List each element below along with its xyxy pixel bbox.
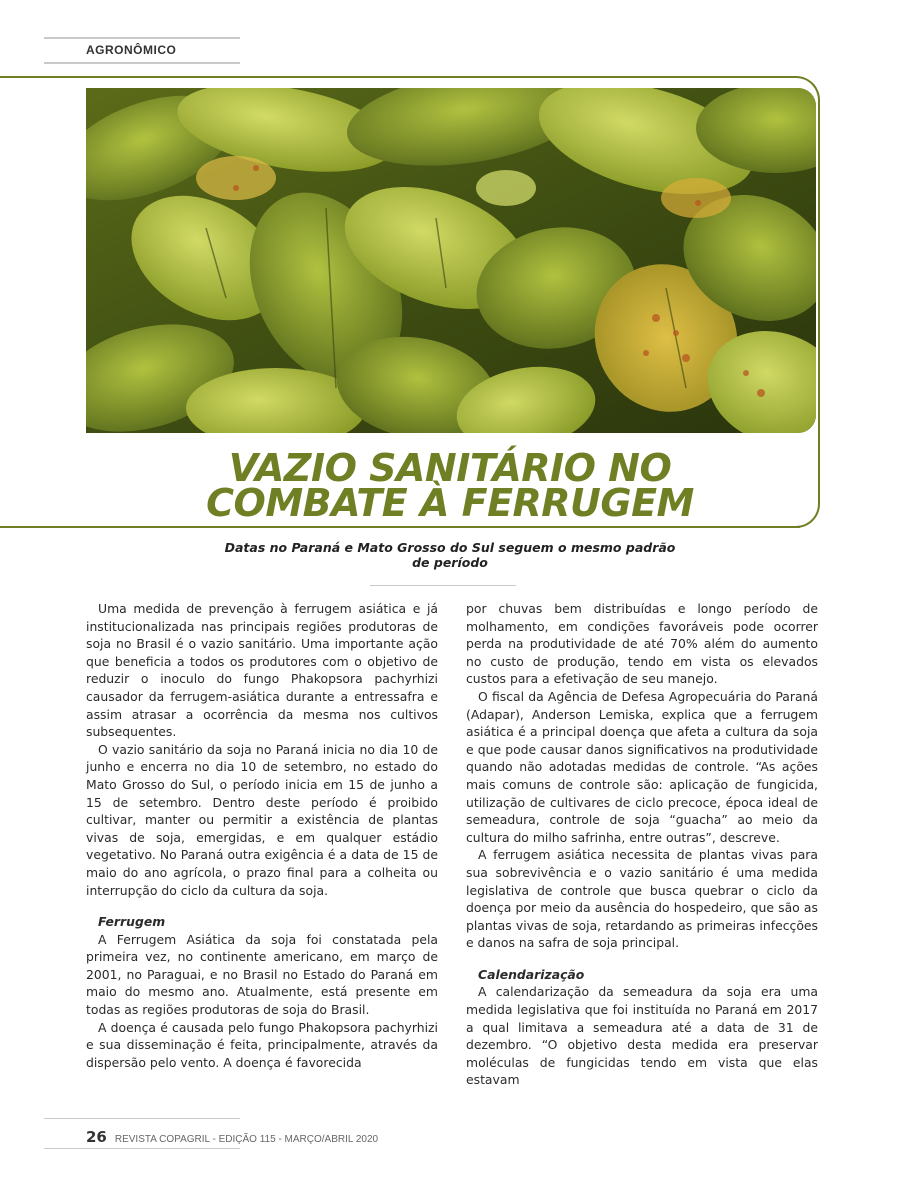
article-title-line1: VAZIO SANITÁRIO NO [228, 446, 672, 490]
article-title-line2: COMBATE À FERRUGEM [206, 481, 694, 525]
header-rule-top [44, 37, 240, 39]
subtitle-rule [370, 585, 516, 586]
paragraph: por chuvas bem distribuídas e longo período de molhamento, em condições favoráveis pode ocorrer perda na produtividade de até 70% além do aumento no custo de produção, tendo em vista os elevados custos para a efetivação de seu manejo. [466, 601, 818, 687]
footer [86, 1128, 378, 1146]
paragraph: O vazio sanitário da soja no Paraná inicia no dia 10 de junho e encerra no dia 10 de setembro, no estado do Mato Grosso do Sul, o período inicia em 15 de junho a 15 de setembro. Dentro deste período é proibido cultivar, manter ou permitir a existência de plantas vivas de soja, emergidas, e em qualquer estádio vegetativo. No Paraná outra exigência é a data de 15 de maio do ano agrícola, o prazo final para a colheita ou interrupção do ciclo da cultura da soja. [86, 741, 438, 898]
frame-line-bottom [0, 526, 800, 528]
paragraph: A calendarização da semeadura da soja era uma medida legislativa que foi instituída no Paraná em 2017 a qual limitava a semeadura até a data de 31 de dezembro. “O objetivo desta medida era preservar moléculas de fungicidas tendo em vista que elas estavam [466, 984, 818, 1088]
frame-line-top [0, 76, 786, 78]
paragraph: A doença é causada pelo fungo Phakopsora pachyrhizi e sua disseminação é feita, principalmente, através da dispersão pelo vento. A doença é favorecida [86, 1019, 438, 1070]
article-column-right [466, 600, 818, 1089]
section-heading: Calendarização [478, 966, 585, 982]
footer-rule-top [44, 1118, 240, 1119]
header-rule-bottom [44, 62, 240, 64]
article-subtitle: Datas no Paraná e Mato Grosso do Sul seguem o mesmo padrão de período [224, 540, 676, 570]
section-label: AGRONÔMICO [86, 43, 177, 57]
publication-info: REVISTA COPAGRIL - EDIÇÃO 115 - MARÇO/ABRIL 2020 [114, 1134, 379, 1145]
paragraph: A Ferrugem Asiática da soja foi constatada pela primeira vez, no continente americano, em março de 2001, no Paraguai, e no Brasil no Estado do Paraná em maio do mesmo ano. Atualmente, está presente em todas as regiões produtoras de soja do Brasil. [86, 931, 438, 1018]
article-column-left [86, 600, 438, 1071]
page-number: 26 [86, 1128, 107, 1146]
soy-leaves-photo [86, 88, 816, 433]
paragraph: Uma medida de prevenção à ferrugem asiática e já institucionalizada nas principais regiões produtoras de soja no Brasil é o vazio sanitário. Uma importante ação que beneficia a todos os produtores com o objetivo de reduzir o inoculo do fungo Phakopsora pachyrhizi causador da ferrugem-asiática durante a entressafra e assim atrasar a ocorrência da mesma nos cultivos subsequentes. [86, 601, 438, 740]
paragraph: O fiscal da Agência de Defesa Agropecuária do Paraná (Adapar), Anderson Lemiska, explica que a ferrugem asiática é a principal doença que afeta a cultura da soja e que pode causar danos significativos na produtividade quando não adotadas medidas de controle. “As ações mais comuns de controle são: aplicação de fungicida, utilização de cultivares de ciclo precoce, época ideal de semeadura, controle de soja “guacha” ao meio da cultura do milho safrinha, entre outras”, descreve. [466, 688, 818, 845]
paragraph: A ferrugem asiática necessita de plantas vivas para sua sobrevivência e o vazio sanitário é uma medida legislativa de controle que busca quebrar o ciclo da doença por meio da ausência do hospedeiro, que são as plantas vivas de soja, retardando as primeiras infecções e danos na safra de soja principal. [466, 847, 818, 951]
footer-rule-bottom [44, 1148, 240, 1149]
section-heading: Ferrugem [98, 914, 166, 930]
